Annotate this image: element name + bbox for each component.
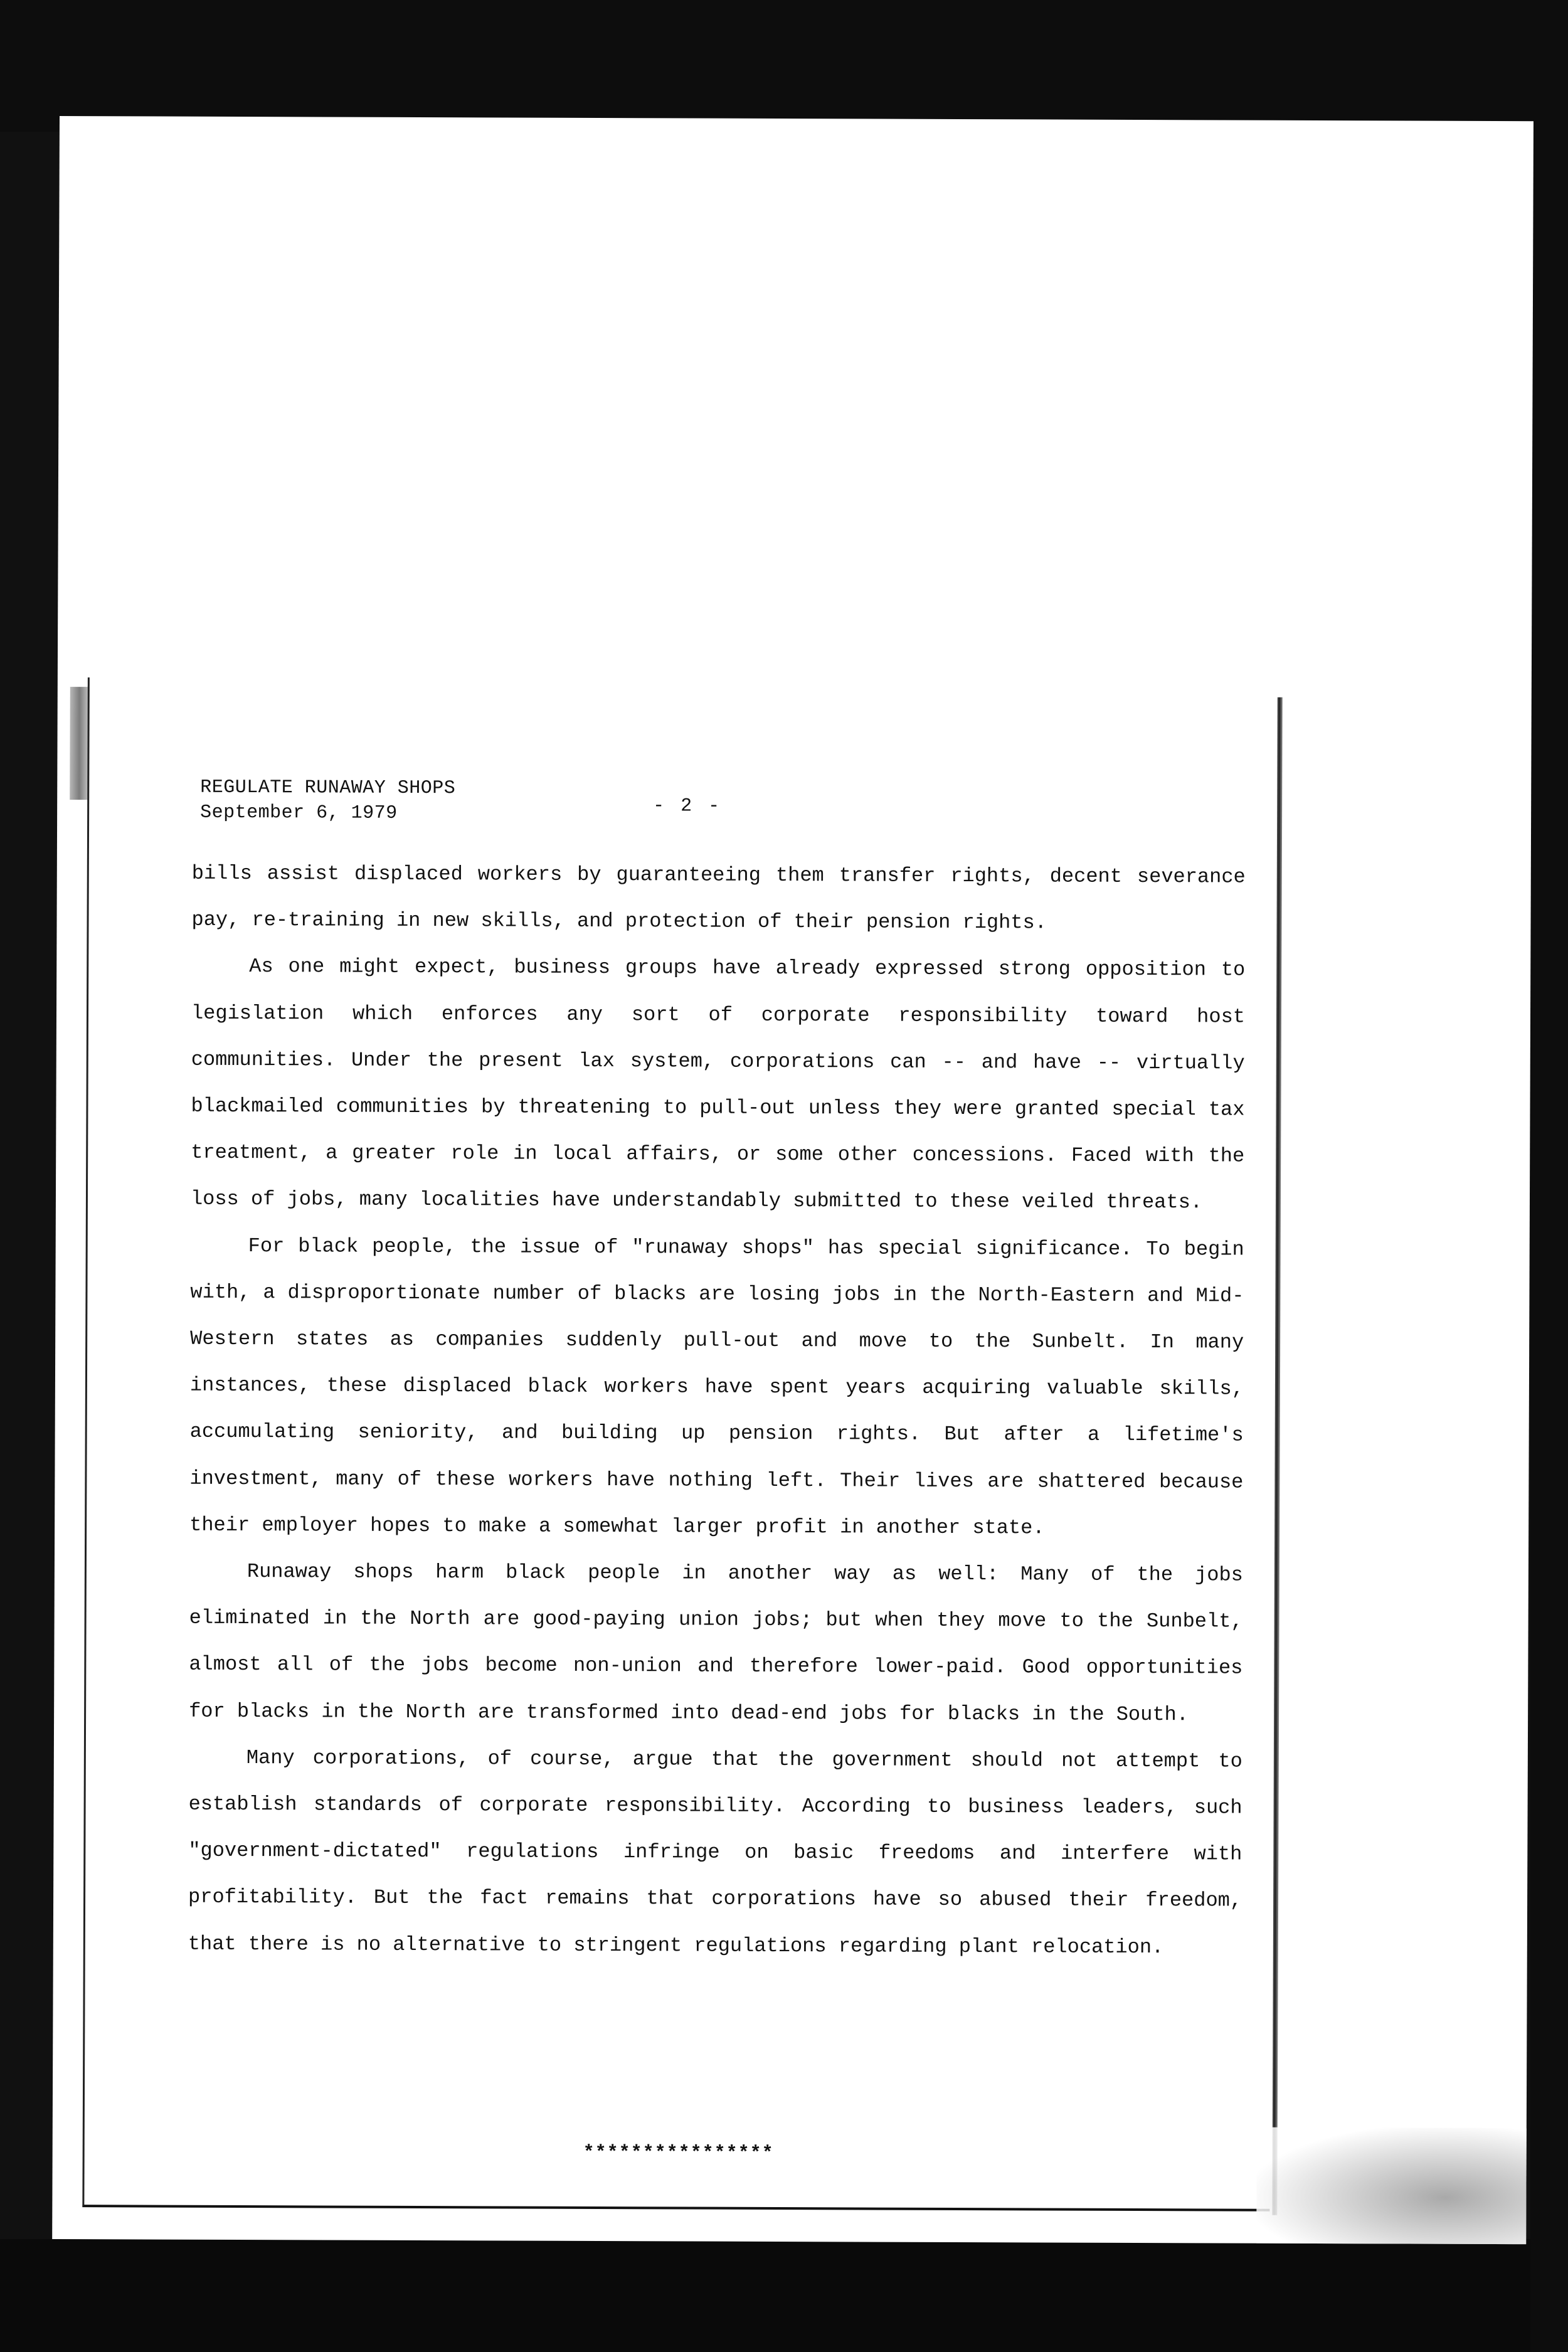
- memo-date: September 6, 1979: [200, 802, 398, 824]
- paragraph-1: bills assist displaced workers by guaranteeing them transfer rights, decent severance pay, re-training in new skills, and protection of their pension rights.: [191, 861, 1246, 935]
- typed-memo: [52, 116, 1534, 2244]
- paragraph-5: Many corporations, of course, argue that the government should not attempt to establish standards of corporate responsibility. According to business leaders, such "government-dictated" regulations infringe on basic freedoms and interfere with profitability. But the fact remains that corporations have so abused their freedom, that there is no alternative to stringent regulations regarding plant relocation.: [188, 1745, 1242, 1959]
- memo-header: [200, 775, 455, 826]
- end-of-document-mark: ****************: [583, 2142, 774, 2164]
- document-page: [52, 116, 1534, 2244]
- paragraph-2: As one might expect, business groups have already expressed strong opposition to legislation which enforces any sort of corporate responsibility toward host communities. Under the present lax system, corporations can -- and have -- virtually blackmailed communities by threatening to pull-out unless they were granted special tax treatment, a greater role in local affairs, or some other concessions. Faced with the loss of jobs, many localities have understandably submitted to these veiled threats.: [190, 955, 1246, 1214]
- scan-border-top: [0, 0, 1568, 132]
- page-number: - 2 -: [653, 795, 723, 817]
- scan-border-bottom: [0, 2239, 1568, 2352]
- memo-body: [188, 850, 1246, 1971]
- memo-title: REGULATE RUNAWAY SHOPS: [200, 776, 456, 800]
- paragraph-3: For black people, the issue of "runaway shops" has special significance. To begin with, a disproportionate number of blacks are losing jobs in the North-Eastern and Mid-Western states as companies suddenly pull-out and move to the Sunbelt. In many instances, these displaced black workers have spent years acquiring valuable skills, accumulating seniority, and building up pension rights. But after a lifetime's investment, many of these workers have nothing left. Their lives are shattered because their employer hopes to make a somewhat larger profit in another state.: [189, 1234, 1244, 1540]
- paragraph-4: Runaway shops harm black people in another way as well: Many of the jobs eliminated in the North are good-paying union jobs; but when they move to the Sunbelt, almost all of the jobs become non-union and therefore lower-paid. Good opportunities for blacks in the North are transformed into dead-end jobs for blacks in the South.: [189, 1560, 1243, 1726]
- scan-border-right: [1530, 0, 1568, 2352]
